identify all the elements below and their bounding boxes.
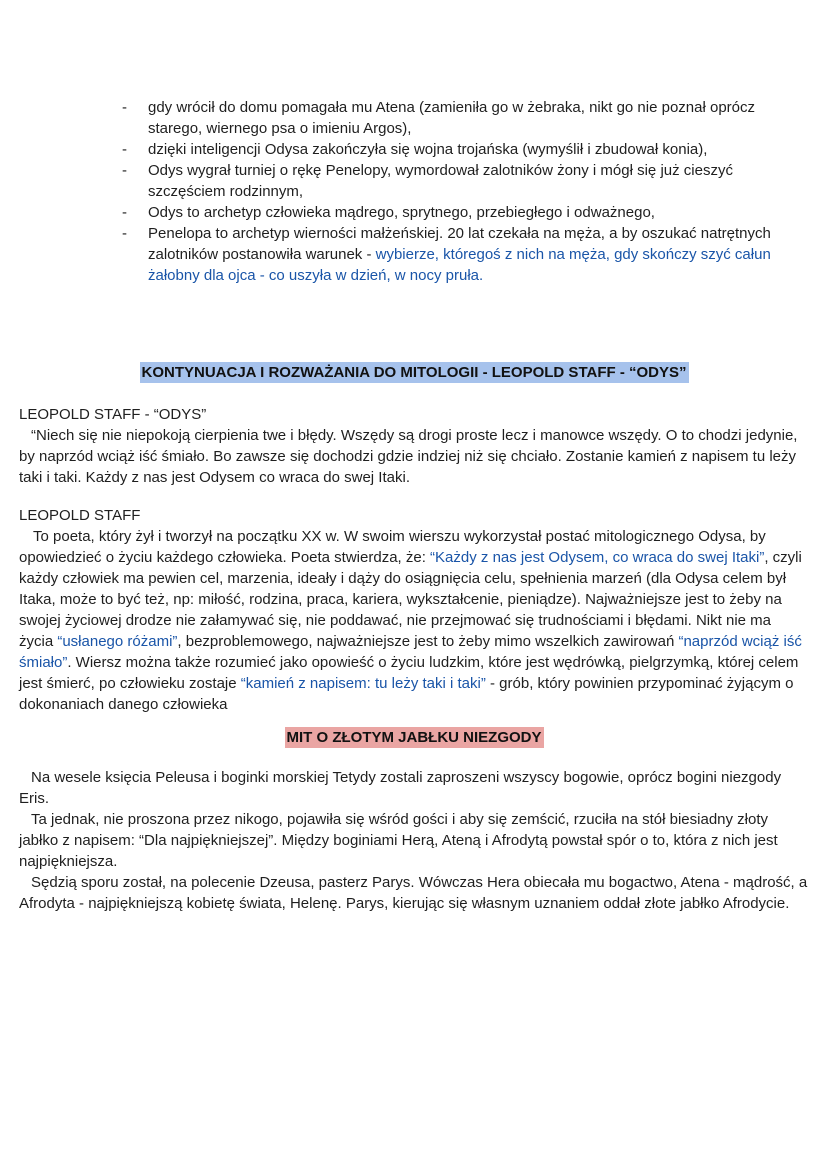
poem-text: “Niech się nie niepokoją cierpienia twe i błędy. Wszędy są drogi proste lecz i manowce wszędy. O to chodzi jedynie, by naprzód wciąż iść śmiało. Bo zawsze się dochodzi gdzie indziej niż się chciało. Zostanie kamień z napisem tu leży taki i taki. Każdy z nas jest Odysem co wraca do swej Itaki.	[19, 427, 798, 486]
analysis-text-part: , bezproblemowego, najważniejsze jest to żeby mimo wszelkich zawirowań	[177, 633, 679, 650]
bullet-list	[118, 97, 778, 286]
section-heading-staff	[0, 362, 828, 383]
bullet-text: Odys to archetyp człowieka mądrego, sprytnego, przebiegłego i odważnego,	[148, 204, 655, 221]
section-heading-myth-text: MIT O ZŁOTYM JABŁKU NIEZGODY	[286, 729, 542, 746]
analysis-block	[19, 505, 809, 715]
bullet-dash: -	[122, 141, 127, 158]
bullet-text: Odys wygrał turniej o rękę Penelopy, wymordował zalotników żony i mógł się już cieszyć szczęściem rodzinnym,	[148, 162, 733, 200]
list-item	[118, 223, 778, 286]
bullet-dash: -	[122, 225, 127, 242]
myth-paragraph: Ta jednak, nie proszona przez nikogo, pojawiła się wśród gości i aby się zemścić, rzuciła na stół biesiadny złoty jabłko z napisem: “Dla najpiękniejszej”. Między boginiami Herą, Ateną i Afrodytą powstał spór o to, która z nich jest najpiękniejsza.	[19, 811, 778, 870]
analysis-text-part: - grób, który powinien przypominać żyjącym o dokonaniach danego człowieka	[19, 675, 794, 713]
section-heading-myth	[0, 727, 828, 748]
myth-block	[19, 767, 809, 914]
analysis-quote: “kamień z napisem: tu leży taki i taki”	[240, 675, 486, 692]
bullet-dash: -	[122, 162, 127, 179]
bullet-dash: -	[122, 99, 127, 116]
myth-paragraph: Sędzią sporu został, na polecenie Dzeusa, pasterz Parys. Wówczas Hera obiecała mu bogactwo, Atena - mądrość, a Afrodyta - najpiękniejszą kobietę świata, Helenę. Parys, kierując się własnym uznaniem oddał złote jabłko Afrodycie.	[19, 874, 808, 912]
list-item	[118, 97, 778, 139]
analysis-quote: “naprzód wciąż iść śmiało”	[19, 633, 802, 671]
bullet-text: gdy wrócił do domu pomagała mu Atena (zamieniła go w żebraka, nikt go nie poznał oprócz starego, wiernego psa o imieniu Argos),	[148, 99, 756, 137]
bullet-highlight-text: wybierze, któregoś z nich na męża, gdy skończy szyć całun żałobny dla ojca - co uszyła w dzień, w nocy pruła.	[148, 246, 771, 284]
section-heading-staff-text: KONTYNUACJA I ROZWAŻANIA DO MITOLOGII - LEOPOLD STAFF - “ODYS”	[141, 364, 687, 381]
list-item	[118, 160, 778, 202]
list-item	[118, 139, 778, 160]
analysis-text-part: . Wiersz można także rozumieć jako opowieść o życiu ludzkim, które jest wędrówką, pielgrzymką, której celem jest śmierć, po człowieku zostaje	[19, 654, 799, 692]
analysis-text-part: , czyli każdy człowiek ma pewien cel, marzenia, ideały i dąży do osiągnięcia celu, spełnienia marzeń (dla Odysa celem był Itaka, może to być też, np: miłość, rodzina, praca, kariera, wykształcenie, pieniądze). Najważniejsze jest to żeby na swojej życiowej drodze nie załamywać się, nie poddawać, nie przejmować się trudnościami i błędami. Nikt nie ma życia	[19, 549, 802, 650]
poem-block	[19, 404, 809, 488]
analysis-text-part: To poeta, który żył i tworzył na początku XX w. W swoim wierszu wykorzystał postać mitologicznego Odysa, by opowiedzieć o życiu każdego człowieka. Poeta stwierdza, że:	[19, 528, 766, 566]
analysis-quote: “usłanego różami”	[57, 633, 178, 650]
bullet-dash: -	[122, 204, 127, 221]
bullet-text: dzięki inteligencji Odysa zakończyła się wojna trojańska (wymyślił i zbudował konia),	[148, 141, 708, 158]
analysis-quote: “Każdy z nas jest Odysem, co wraca do swej Itaki”	[430, 549, 765, 566]
analysis-text	[19, 526, 809, 715]
analysis-title: LEOPOLD STAFF	[19, 507, 141, 524]
poem-title: LEOPOLD STAFF - “ODYS”	[19, 406, 207, 423]
list-item	[118, 202, 778, 223]
myth-paragraph: Na wesele księcia Peleusa i boginki morskiej Tetydy zostali zaproszeni wszyscy bogowie, oprócz bogini niezgody Eris.	[19, 769, 782, 807]
bullet-text: Penelopa to archetyp wierności małżeńskiej. 20 lat czekała na męża, a by oszukać natrętnych zalotników postanowiła warunek -	[148, 225, 771, 263]
